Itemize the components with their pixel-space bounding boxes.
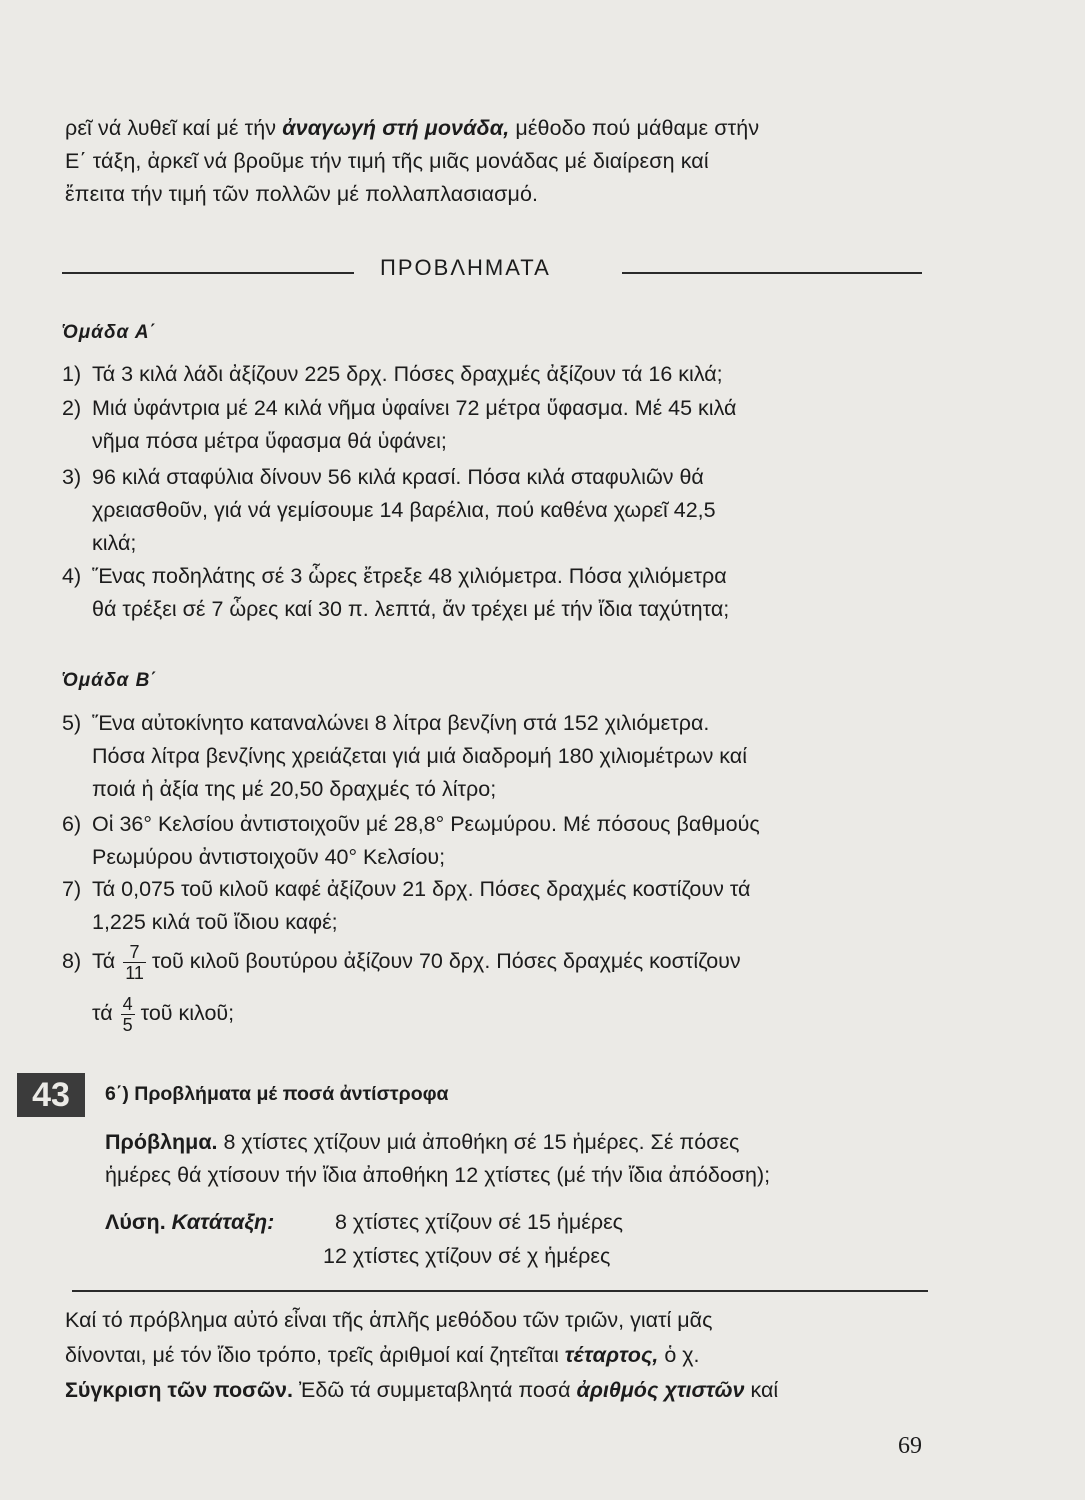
problem-number: 1): [62, 362, 82, 386]
arrangement-label: Κατάταξη:: [171, 1210, 275, 1234]
intro-line-3: ἔπειτα τήν τιμή τῶν πολλῶν μέ πολλαπλασιασμό.: [65, 182, 539, 206]
closing-line-2: [65, 1338, 778, 1373]
closing-text: Ἐδῶ τά συμμεταβλητά ποσά: [292, 1378, 577, 1402]
closing-text: ὁ χ.: [658, 1343, 700, 1367]
fraction-4-5: [121, 994, 135, 1035]
fraction-numerator: 4: [122, 994, 133, 1014]
intro-line-1: [65, 112, 759, 145]
section-title: 6΄) Προβλήματα μέ ποσά ἀντίστροφα: [105, 1083, 449, 1105]
fraction-7-11: [123, 942, 146, 983]
problem-text: Τά: [92, 949, 116, 974]
closing-paragraph: [65, 1303, 778, 1408]
solution-row-2: 12 χτίστες χτίζουν σέ χ ἡμέρες: [323, 1244, 611, 1268]
problem-text: ποιά ἡ ἀξία της μέ 20,50 δραχμές τό λίτρο;: [92, 777, 497, 801]
divider-rule: [72, 1290, 928, 1292]
problem-number: 8): [62, 949, 82, 974]
solution-block: [105, 1205, 623, 1273]
worked-problem: [105, 1126, 770, 1192]
problem-text: τά: [92, 1001, 113, 1026]
problem-text: Οἱ 36° Κελσίου ἀντιστοιχοῦν μέ 28,8° Ρεωμύρου. Μέ πόσους βαθμούς: [92, 812, 760, 836]
problem-number: 2): [62, 396, 82, 420]
problem-text: Μιά ὑφάντρια μέ 24 κιλά νῆμα ὑφαίνει 72 μέτρα ὕφασμα. Μέ 45 κιλά: [92, 396, 737, 420]
problem-3: [62, 461, 716, 560]
intro-emphasis: ἀναγωγή στή μονάδα,: [282, 116, 510, 140]
intro-line-2: Ε΄ τάξη, ἀρκεῖ νά βροῦμε τήν τιμή τῆς μιᾶς μονάδας μέ διαίρεση καί: [65, 149, 709, 173]
intro-paragraph: [65, 112, 759, 211]
problem-text: κιλά;: [92, 531, 137, 555]
problem-text: Ρεωμύρου ἀντιστοιχοῦν 40° Κελσίου;: [92, 845, 446, 869]
closing-emphasis: ἀριθμός χτιστῶν: [576, 1378, 745, 1402]
problem-text: θά τρέξει σέ 7 ὧρες καί 30 π. λεπτά, ἄν τρέχει μέ τήν ἴδια ταχύτητα;: [92, 597, 730, 621]
problem-text: τοῦ κιλοῦ;: [140, 1001, 235, 1026]
problem-number: 4): [62, 564, 82, 588]
problem-text: Ἕνα αὐτοκίνητο καταναλώνει 8 λίτρα βενζίνη στά 152 χιλιόμετρα.: [92, 711, 710, 735]
problem-2: [62, 392, 736, 458]
heading-rule-left: [62, 272, 354, 274]
closing-emphasis: τέταρτος,: [564, 1343, 659, 1367]
problem-6: [62, 808, 760, 874]
intro-text: μέθοδο πού μάθαμε στήν: [509, 116, 760, 140]
page-number: 69: [898, 1433, 922, 1459]
problem-number: 7): [62, 877, 82, 901]
closing-line-3: [65, 1373, 778, 1408]
problem-7: [62, 873, 751, 939]
closing-text: δίνονται, μέ τόν ἴδιο τρόπο, τρεῖς ἀριθμοί καί ζητεῖται: [65, 1343, 565, 1367]
problem-5: [62, 707, 747, 806]
problems-heading-title: ΠΡΟΒΛΗΜΑΤΑ: [380, 255, 551, 280]
problem-number: 6): [62, 812, 82, 836]
problem-text: 96 κιλά σταφύλια δίνουν 56 κιλά κρασί. Πόσα κιλά σταφυλιῶν θά: [92, 465, 704, 489]
problem-text: 1,225 κιλά τοῦ ἴδιου καφέ;: [92, 910, 338, 934]
problem-text: ἡμέρες θά χτίσουν τήν ἴδια ἀποθήκη 12 χτίστες (μέ τήν ἴδια ἀπόδοση);: [105, 1163, 771, 1187]
solution-label: Λύση.: [105, 1210, 166, 1234]
problem-text: Ἕνας ποδηλάτης σέ 3 ὧρες ἔτρεξε 48 χιλιόμετρα. Πόσα χιλιόμετρα: [92, 564, 727, 588]
problem-text: 8 χτίστες χτίζουν μιά ἀποθήκη σέ 15 ἡμέρες. Σέ πόσες: [217, 1130, 740, 1154]
fraction-numerator: 7: [123, 942, 146, 963]
problem-text: νῆμα πόσα μέτρα ὕφασμα θά ὑφάνει;: [92, 429, 447, 453]
problem-4: [62, 560, 729, 626]
problem-1: [62, 358, 723, 391]
closing-line-1: Καί τό πρόβλημα αὐτό εἶναι τῆς ἁπλῆς μεθόδου τῶν τριῶν, γιατί μᾶς: [65, 1308, 713, 1332]
problem-number: 5): [62, 711, 82, 735]
closing-text: καί: [744, 1378, 779, 1402]
comparison-heading: Σύγκριση τῶν ποσῶν.: [65, 1378, 293, 1402]
group-a-label: Ὁμάδα Α΄: [62, 322, 157, 343]
problem-text: Τά 3 κιλά λάδι ἀξίζουν 225 δρχ. Πόσες δραχμές ἀξίζουν τά 16 κιλά;: [92, 362, 723, 386]
problems-heading: [62, 255, 922, 289]
fraction-denominator: 11: [125, 963, 144, 983]
intro-text: ρεῖ νά λυθεῖ καί μέ τήν: [65, 116, 283, 140]
problem-text: τοῦ κιλοῦ βουτύρου ἀξίζουν 70 δρχ. Πόσες δραχμές κοστίζουν: [151, 949, 741, 974]
problem-label: Πρόβλημα.: [105, 1130, 218, 1154]
problem-text: Τά 0,075 τοῦ κιλοῦ καφέ ἀξίζουν 21 δρχ. Πόσες δραχμές κοστίζουν τά: [92, 877, 751, 901]
problem-text: Πόσα λίτρα βενζίνης χρειάζεται γιά μιά διαδρομή 180 χιλιομέτρων καί: [92, 744, 747, 768]
fraction-denominator: 5: [122, 1015, 133, 1035]
problem-8: [62, 942, 741, 1046]
heading-rule-right: [622, 272, 922, 274]
group-b-label: Ὁμάδα Β΄: [62, 670, 158, 691]
problem-number: 3): [62, 465, 82, 489]
problem-text: χρειασθοῦν, γιά νά γεμίσουμε 14 βαρέλια, πού καθένα χωρεῖ 42,5: [92, 498, 716, 522]
solution-row-1: 8 χτίστες χτίζουν σέ 15 ἡμέρες: [335, 1210, 624, 1234]
section-number-badge: 43: [17, 1073, 85, 1117]
